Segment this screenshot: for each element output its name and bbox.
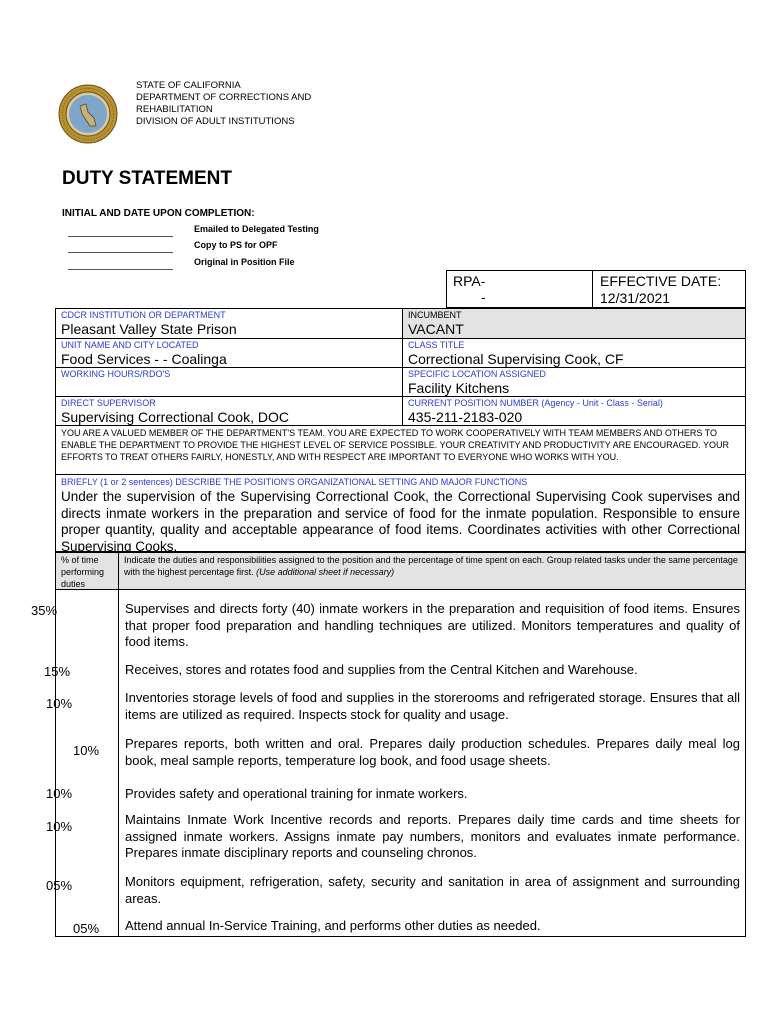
field-value[interactable]: Pleasant Valley State Prison bbox=[61, 321, 237, 337]
institution-cell bbox=[56, 309, 403, 338]
field-label: WORKING HOURS/RDO'S bbox=[61, 369, 171, 379]
grid-row bbox=[56, 339, 745, 368]
field-value[interactable]: VACANT bbox=[408, 321, 464, 337]
field-label: SPECIFIC LOCATION ASSIGNED bbox=[408, 369, 546, 379]
location-cell bbox=[403, 368, 745, 396]
effective-label: EFFECTIVE DATE: bbox=[600, 273, 722, 289]
grid-row bbox=[56, 309, 745, 339]
field-value[interactable]: Food Services - - Coalinga bbox=[61, 351, 227, 367]
task-percent[interactable]: 05% bbox=[73, 921, 100, 936]
org-header bbox=[136, 80, 311, 128]
unit-cell bbox=[56, 339, 403, 367]
field-label: INCUMBENT bbox=[408, 310, 462, 320]
completion-item: Emailed to Delegated Testing bbox=[194, 224, 319, 234]
org-line: REHABILITATION bbox=[136, 104, 213, 115]
task-percent[interactable]: 05% bbox=[46, 878, 73, 893]
field-value[interactable]: Supervising Correctional Cook, DOC bbox=[61, 409, 289, 425]
page-title: DUTY STATEMENT bbox=[62, 168, 232, 189]
instructions-italic: (Use additional sheet if necessary) bbox=[256, 567, 395, 577]
rpa-cell bbox=[447, 271, 593, 307]
hours-cell bbox=[56, 368, 403, 396]
class-cell bbox=[403, 339, 745, 367]
task-description[interactable]: Provides safety and operational training for inmate workers. bbox=[125, 786, 468, 801]
completion-item: Original in Position File bbox=[194, 257, 295, 267]
rpa-label: RPA- bbox=[453, 273, 486, 289]
instructions-text: Indicate the duties and responsibilities assigned to the position and the percentage of time spent on each. Group related tasks under the same percentage with the highest percentage first. bbox=[124, 555, 738, 577]
team-statement-row bbox=[56, 426, 745, 475]
task-percent[interactable]: 10% bbox=[46, 786, 73, 801]
brief-row bbox=[56, 475, 745, 554]
task-percent[interactable]: 10% bbox=[46, 696, 73, 711]
task-description[interactable]: Inventories storage levels of food and supplies in the storerooms and refrigerated storage. Ensures that all items are utilized as required. Inspects stock for quality and usage. bbox=[125, 690, 740, 722]
incumbent-cell bbox=[403, 309, 745, 338]
brief-label: BRIEFLY (1 or 2 sentences) DESCRIBE THE POSITION'S ORGANIZATIONAL SETTING AND MAJOR FUNCTIONS bbox=[61, 477, 528, 487]
percent-column-label: % of time performing duties bbox=[61, 555, 105, 589]
task-description[interactable]: Receives, stores and rotates food and supplies from the Central Kitchen and Warehouse. bbox=[125, 662, 638, 677]
completion-heading: INITIAL AND DATE UPON COMPLETION: bbox=[62, 208, 255, 219]
grid-row bbox=[56, 397, 745, 426]
org-line: DEPARTMENT OF CORRECTIONS AND bbox=[136, 92, 312, 103]
team-statement: YOU ARE A VALUED MEMBER OF THE DEPARTMENT'S TEAM. YOU ARE EXPECTED TO WORK COOPERATIVELY WITH TEAM MEMBERS AND OTHERS TO ENABLE THE DEPARTMENT TO PROVIDE THE HIGHEST LEVEL OF SERVICE POSSIBLE. YOUR CREATIVITY AND PRODUCTIVITY ARE ENCOURAGED. YOUR EFFORTS TO TREAT OTHERS FAIRLY, HONESTLY, AND WITH RESPECT ARE IMPORTANT TO EVERYONE WHO WORKS WITH YOU. bbox=[61, 428, 730, 462]
rpa-box bbox=[446, 270, 746, 308]
field-value[interactable]: Facility Kitchens bbox=[408, 380, 510, 396]
initial-line-3[interactable] bbox=[68, 259, 173, 270]
task-percent[interactable]: 15% bbox=[44, 664, 71, 679]
duties-instructions bbox=[124, 554, 739, 578]
org-line: DIVISION OF ADULT INSTITUTIONS bbox=[136, 116, 295, 127]
task-description[interactable]: Supervises and directs forty (40) inmate workers in the preparation and requisition of food items. Ensures that proper food preparation and handling techniques are utilized. Monitors temperatures and quality of food items. bbox=[125, 601, 740, 649]
task-description[interactable]: Attend annual In-Service Training, and performs other duties as needed. bbox=[125, 918, 541, 933]
task-description[interactable]: Maintains Inmate Work Incentive records and reports. Prepares daily time cards and time sheets for assigned inmate workers. Assigns inmate pay numbers, monitors and evaluates inmate performance. Prepares inmate disciplinary reports and counseling chronos. bbox=[125, 812, 740, 860]
task-percent[interactable]: 10% bbox=[46, 819, 73, 834]
field-value[interactable]: Correctional Supervising Cook, CF bbox=[408, 351, 624, 367]
field-label: CDCR INSTITUTION OR DEPARTMENT bbox=[61, 310, 226, 320]
field-label: UNIT NAME AND CITY LOCATED bbox=[61, 340, 199, 350]
initial-line-2[interactable] bbox=[68, 242, 173, 253]
task-percent[interactable]: 35% bbox=[31, 603, 58, 618]
field-label: CLASS TITLE bbox=[408, 340, 465, 350]
initial-line-1[interactable] bbox=[68, 226, 173, 237]
field-value[interactable]: 435-211-2183-020 bbox=[408, 409, 523, 425]
rpa-dash: - bbox=[481, 289, 486, 305]
field-label: DIRECT SUPERVISOR bbox=[61, 398, 156, 408]
effective-value: 12/31/2021 bbox=[600, 290, 671, 306]
duties-header bbox=[56, 553, 745, 590]
task-description[interactable]: Prepares reports, both written and oral. Prepares daily production schedules. Prepares daily meal log book, meal sample reports, temperature log book, and food usage sheets. bbox=[125, 736, 740, 768]
column-divider bbox=[118, 553, 119, 936]
effective-date bbox=[600, 273, 721, 307]
duties-table bbox=[31, 552, 746, 937]
grid-row bbox=[56, 368, 745, 397]
position-info-grid bbox=[55, 308, 746, 552]
org-line: STATE OF CALIFORNIA bbox=[136, 80, 241, 91]
position-number-cell bbox=[403, 397, 745, 425]
completion-item: Copy to PS for OPF bbox=[194, 240, 278, 250]
california-seal-icon bbox=[58, 84, 118, 144]
supervisor-cell bbox=[56, 397, 403, 425]
field-label: CURRENT POSITION NUMBER (Agency - Unit - Class - Serial) bbox=[408, 398, 663, 408]
task-percent[interactable]: 10% bbox=[73, 743, 100, 758]
task-description[interactable]: Monitors equipment, refrigeration, safety, security and sanitation in area of assignment and surrounding areas. bbox=[125, 874, 740, 906]
brief-text[interactable]: Under the supervision of the Supervising Correctional Cook, the Correctional Supervising Cook supervises and directs inmate workers in the preparation and service of food for the inmate population. Responsible to ensure proper quantity, quality and acceptable appearance of food items. Coordinates activities with other Correctional Supervising Cooks. bbox=[61, 489, 740, 554]
